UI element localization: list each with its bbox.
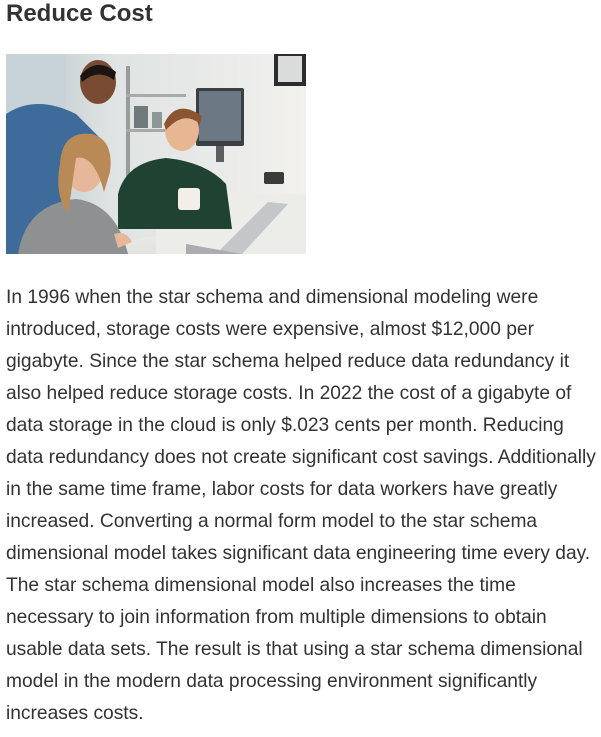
mug [178,188,200,210]
shelf-items [134,106,148,128]
monitor-stand [216,146,224,162]
desk-camera [264,172,284,184]
wall-frame-art [278,56,302,82]
team-photo [6,54,306,254]
shelf-post [126,66,130,186]
article-paragraph: In 1996 when the star schema and dimensional modeling were introduced, storage costs were expensive, almost $12,000 per gigabyte. Since the star schema helped reduce data redundancy it also helped reduce storage costs. In 2022 the cost of a gigabyte of data storage in the cloud is only $.023 cents per month. Reducing data redundancy does not create significant cost savings. Additionally in the same time frame, labor costs for data workers have greatly increased. Converting a normal form model to the star schema dimensional model takes significant data engineering time every day. The star schema dimensional model also increases the time necessary to join information from multiple dimensions to obtain usable data sets. The result is that using a star schema dimensional model in the modern data processing environment significantly increases costs. [6,287,596,724]
monitor-screen [199,91,241,141]
shelf-items [152,112,162,128]
shelf [126,94,186,97]
section-heading: Reduce Cost [6,0,153,27]
